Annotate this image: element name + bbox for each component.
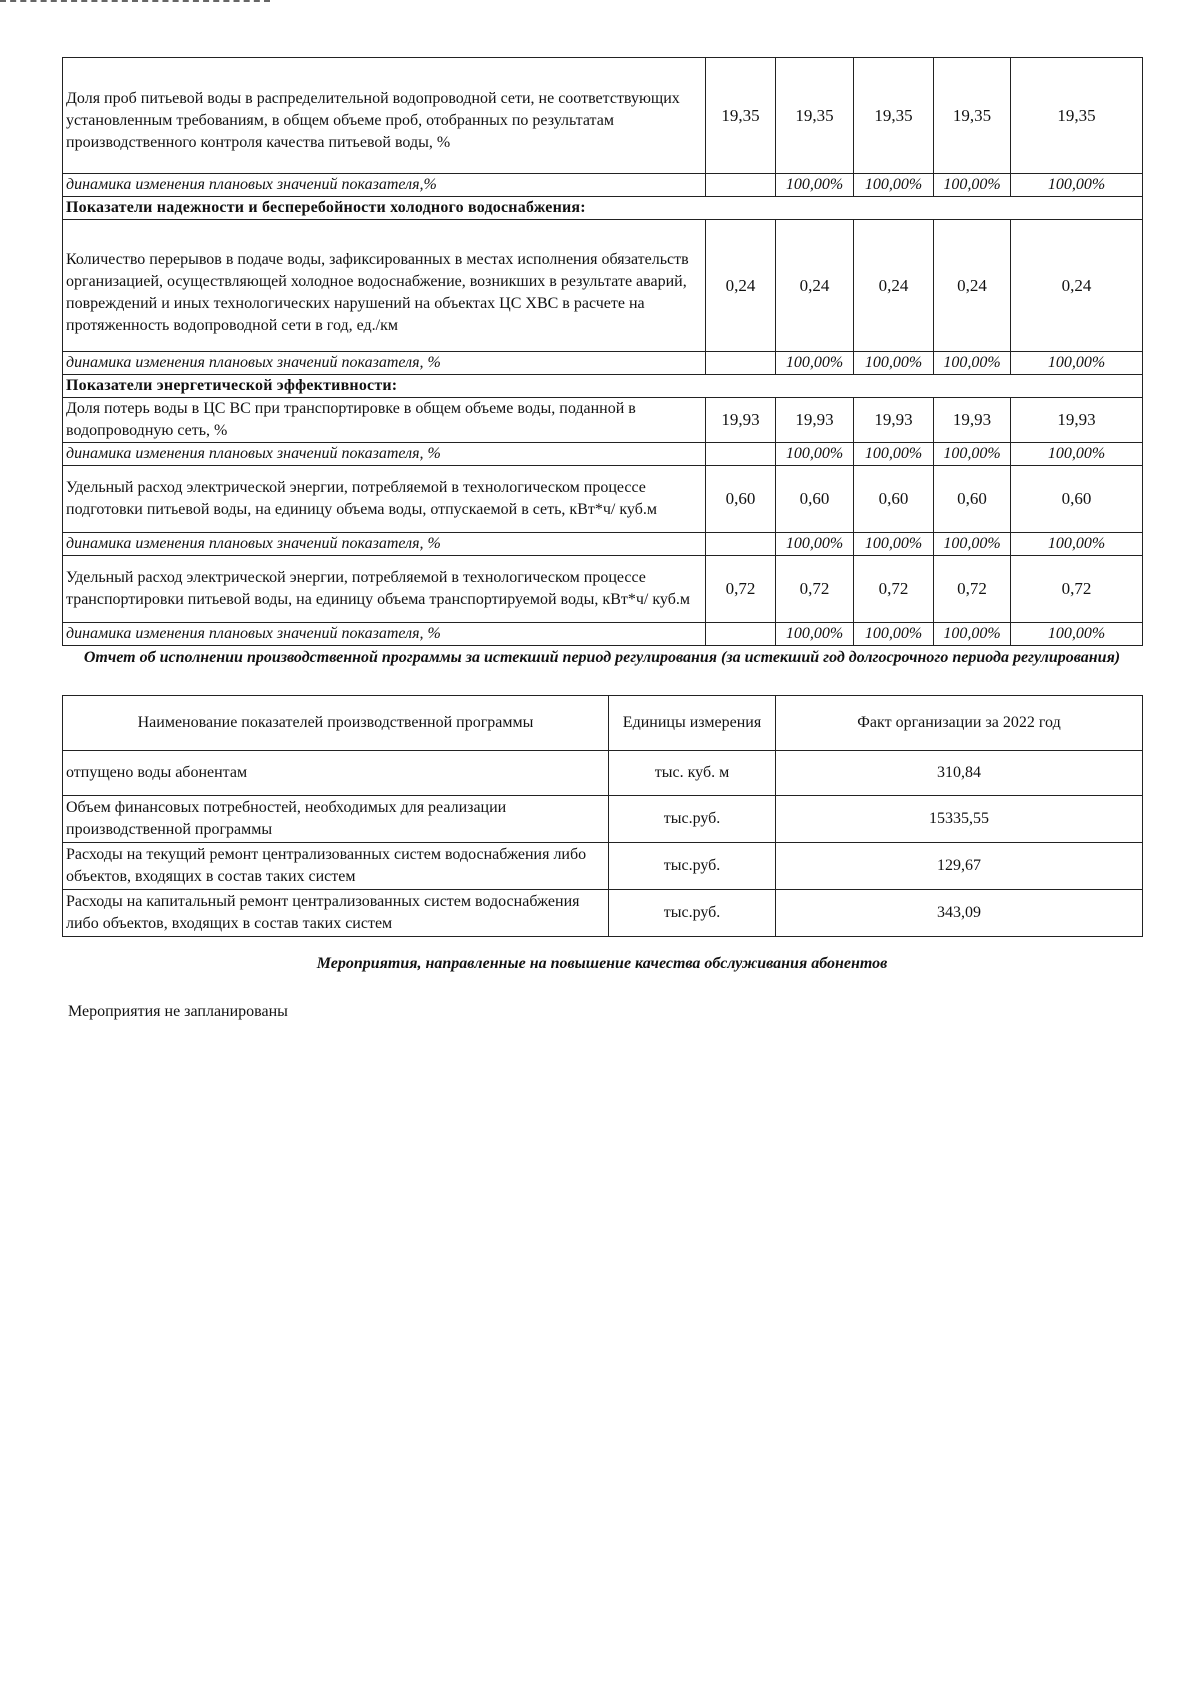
indicator-row xyxy=(63,398,1143,443)
indicator-value: 19,35 xyxy=(706,58,776,174)
dynamics-value: 100,00% xyxy=(776,623,854,646)
dynamics-value: 100,00% xyxy=(934,533,1011,556)
dynamics-value xyxy=(706,533,776,556)
indicator-row xyxy=(63,466,1143,533)
fact-value: 15335,55 xyxy=(776,796,1143,843)
unit: тыс.руб. xyxy=(609,796,776,843)
indicator-row xyxy=(63,556,1143,623)
dynamics-value: 100,00% xyxy=(776,352,854,375)
dynamics-value: 100,00% xyxy=(776,443,854,466)
dynamics-value: 100,00% xyxy=(854,623,934,646)
indicator-value: 0,72 xyxy=(854,556,934,623)
production-program-report-table xyxy=(62,695,1143,937)
dynamics-value: 100,00% xyxy=(934,352,1011,375)
indicator-value: 19,35 xyxy=(1011,58,1143,174)
indicator-label: Доля проб питьевой воды в распределительной водопроводной сети, не соответствующих установленным требованиям, в общем объеме проб, отобранных по результатам производственного контроля качества питьевой воды, % xyxy=(63,58,706,174)
indicator-value: 19,93 xyxy=(706,398,776,443)
indicator-value: 19,93 xyxy=(854,398,934,443)
dynamics-value: 100,00% xyxy=(1011,352,1143,375)
table-row xyxy=(63,890,1143,937)
indicator-value: 0,24 xyxy=(934,220,1011,352)
indicator-value: 0,60 xyxy=(854,466,934,533)
dynamics-row xyxy=(63,533,1143,556)
indicator-value: 0,60 xyxy=(776,466,854,533)
indicator-value: 0,24 xyxy=(776,220,854,352)
table-row xyxy=(63,843,1143,890)
dynamics-value: 100,00% xyxy=(854,174,934,197)
dynamics-value: 100,00% xyxy=(776,533,854,556)
unit: тыс. куб. м xyxy=(609,751,776,796)
column-header: Наименование показателей производственной программы xyxy=(63,696,609,751)
dynamics-label: динамика изменения плановых значений показателя, % xyxy=(63,533,706,556)
indicator-value: 19,35 xyxy=(776,58,854,174)
unit: тыс.руб. xyxy=(609,890,776,937)
dynamics-value: 100,00% xyxy=(934,174,1011,197)
indicator-value: 0,60 xyxy=(1011,466,1143,533)
indicator-value: 0,60 xyxy=(706,466,776,533)
dynamics-label: динамика изменения плановых значений показателя, % xyxy=(63,443,706,466)
table-header-row xyxy=(63,696,1143,751)
indicator-row xyxy=(63,58,1143,174)
activities-text: Мероприятия не запланированы xyxy=(68,1003,288,1020)
indicator-value: 19,93 xyxy=(934,398,1011,443)
dynamics-value xyxy=(706,352,776,375)
indicator-name: Расходы на капитальный ремонт централизованных систем водоснабжения либо объектов, входящих в состав таких систем xyxy=(63,890,609,937)
indicator-label: Удельный расход электрической энергии, потребляемой в технологическом процессе транспортировки питьевой воды, на единицу объема транспортируемой воды, кВт*ч/ куб.м xyxy=(63,556,706,623)
dynamics-value xyxy=(706,623,776,646)
section-heading: Показатели надежности и бесперебойности холодного водоснабжения: xyxy=(63,197,1143,220)
dynamics-label: динамика изменения плановых значений показателя, % xyxy=(63,623,706,646)
activities-heading: Мероприятия, направленные на повышение качества обслуживания абонентов xyxy=(316,955,888,972)
indicator-value: 0,24 xyxy=(706,220,776,352)
dynamics-row xyxy=(63,352,1143,375)
indicator-name: отпущено воды абонентам xyxy=(63,751,609,796)
indicator-label: Доля потерь воды в ЦС ВС при транспортировке в общем объеме воды, поданной в водопроводную сеть, % xyxy=(63,398,706,443)
dynamics-label: динамика изменения плановых значений показателя,% xyxy=(63,174,706,197)
dynamics-row xyxy=(63,174,1143,197)
indicator-value: 19,93 xyxy=(776,398,854,443)
indicator-label: Количество перерывов в подаче воды, зафиксированных в местах исполнения обязательств организацией, осуществляющей холодное водоснабжение, возникших в результате аварий, повреждений и иных технологических нарушений на объектах ЦС ХВС в расчете на протяженность водопроводной сети в год, ед./км xyxy=(63,220,706,352)
indicator-value: 0,72 xyxy=(776,556,854,623)
indicator-value: 19,35 xyxy=(854,58,934,174)
indicator-row xyxy=(63,220,1143,352)
dynamics-value: 100,00% xyxy=(934,623,1011,646)
section-heading: Показатели энергетической эффективности: xyxy=(63,375,1143,398)
column-header: Единицы измерения xyxy=(609,696,776,751)
dynamics-row xyxy=(63,623,1143,646)
indicator-value: 0,72 xyxy=(706,556,776,623)
indicator-value: 0,72 xyxy=(934,556,1011,623)
dynamics-value xyxy=(706,174,776,197)
section-row xyxy=(63,375,1143,398)
dynamics-value xyxy=(706,443,776,466)
fact-value: 310,84 xyxy=(776,751,1143,796)
indicator-value: 0,24 xyxy=(1011,220,1143,352)
column-header: Факт организации за 2022 год xyxy=(776,696,1143,751)
dynamics-value: 100,00% xyxy=(1011,533,1143,556)
indicator-label: Удельный расход электрической энергии, потребляемой в технологическом процессе подготовки питьевой воды, на единицу объема воды, отпускаемой в сеть, кВт*ч/ куб.м xyxy=(63,466,706,533)
indicator-name: Объем финансовых потребностей, необходимых для реализации производственной программы xyxy=(63,796,609,843)
section-row xyxy=(63,197,1143,220)
dynamics-value: 100,00% xyxy=(854,533,934,556)
table-row xyxy=(63,796,1143,843)
unit: тыс.руб. xyxy=(609,843,776,890)
indicator-value: 0,60 xyxy=(934,466,1011,533)
dynamics-label: динамика изменения плановых значений показателя, % xyxy=(63,352,706,375)
dynamics-row xyxy=(63,443,1143,466)
dynamics-value: 100,00% xyxy=(854,352,934,375)
indicators-table xyxy=(62,57,1143,646)
indicator-value: 0,72 xyxy=(1011,556,1143,623)
indicator-value: 0,24 xyxy=(854,220,934,352)
dynamics-value: 100,00% xyxy=(1011,443,1143,466)
report-heading: Отчет об исполнении производственной программы за истекший период регулирования (за истекший год долгосрочного периода регулирования) xyxy=(83,649,1121,666)
dynamics-value: 100,00% xyxy=(1011,174,1143,197)
fact-value: 129,67 xyxy=(776,843,1143,890)
dynamics-value: 100,00% xyxy=(854,443,934,466)
scan-artifact xyxy=(0,0,270,6)
dynamics-value: 100,00% xyxy=(934,443,1011,466)
indicator-name: Расходы на текущий ремонт централизованных систем водоснабжения либо объектов, входящих в состав таких систем xyxy=(63,843,609,890)
indicator-value: 19,93 xyxy=(1011,398,1143,443)
indicator-value: 19,35 xyxy=(934,58,1011,174)
dynamics-value: 100,00% xyxy=(776,174,854,197)
fact-value: 343,09 xyxy=(776,890,1143,937)
table-row xyxy=(63,751,1143,796)
dynamics-value: 100,00% xyxy=(1011,623,1143,646)
